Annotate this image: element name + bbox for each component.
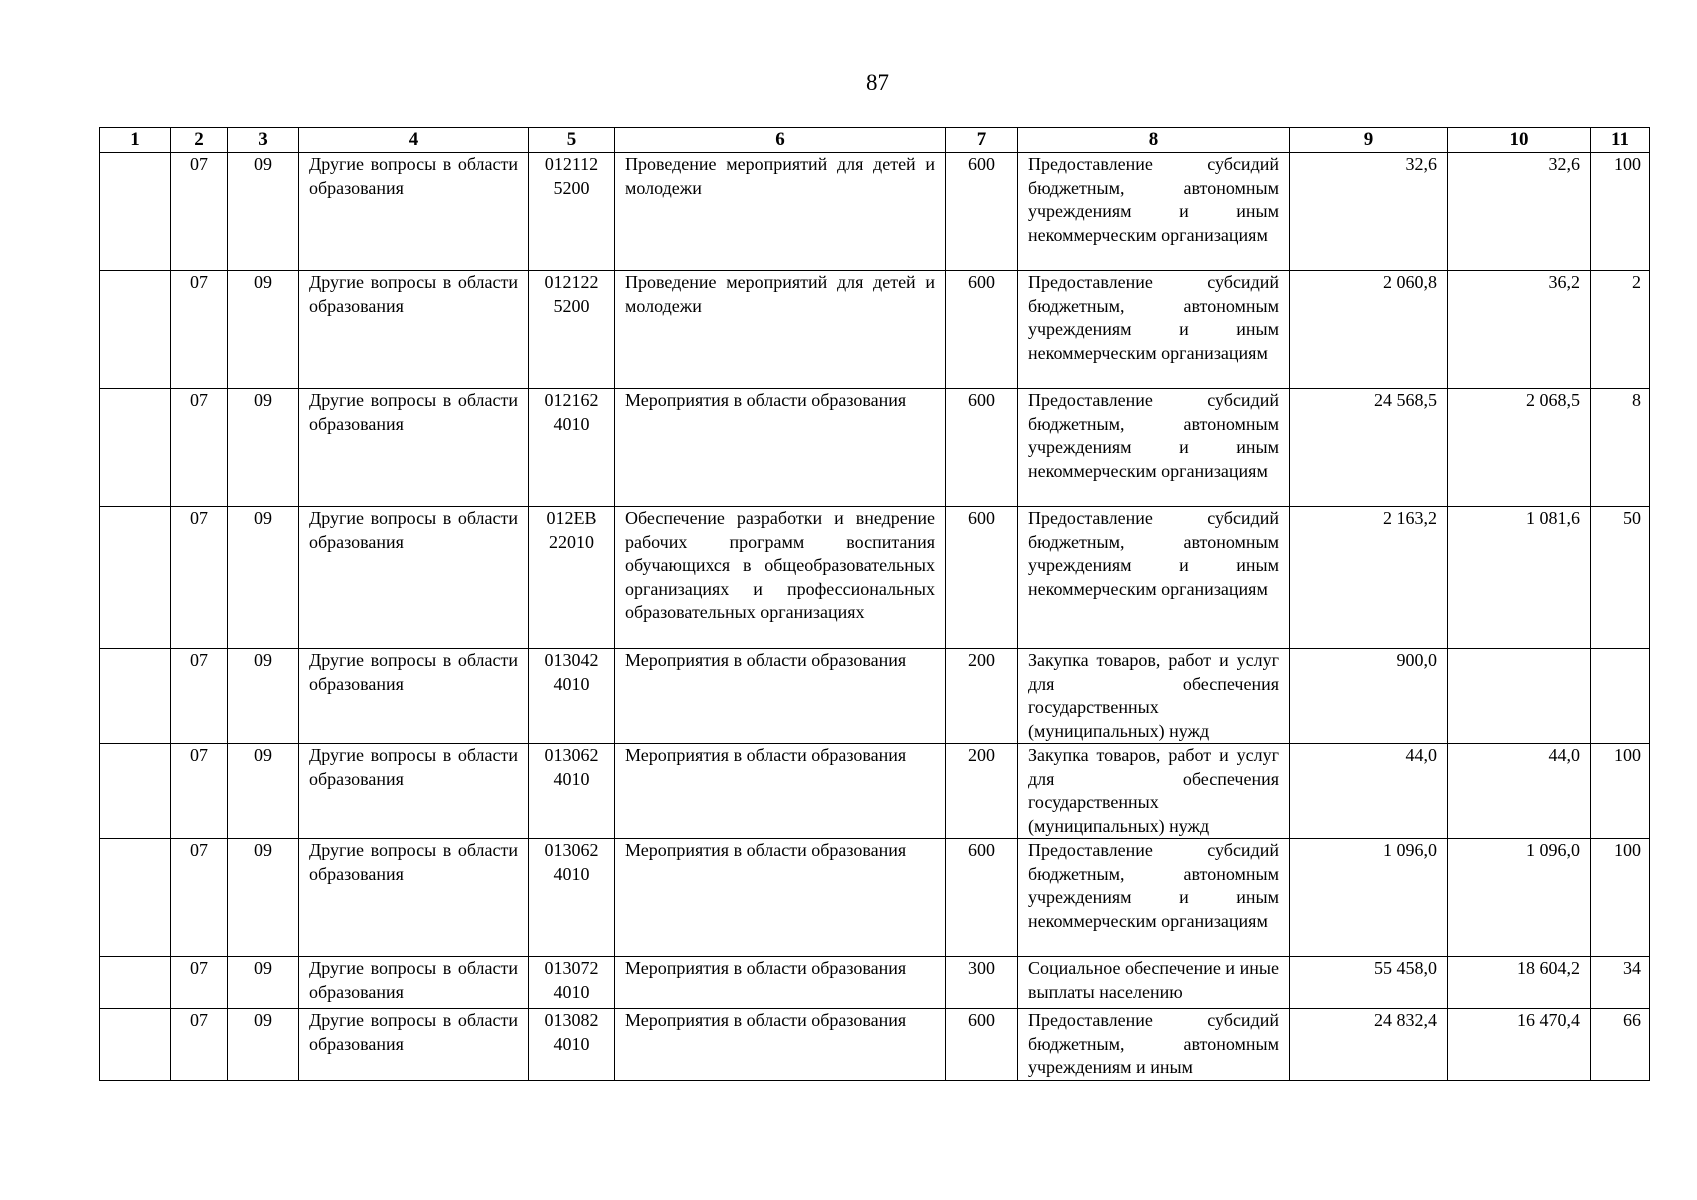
cell-actual: 2 068,5 [1448, 389, 1591, 507]
cell-actual: 1 096,0 [1448, 839, 1591, 957]
cell-plan: 24 568,5 [1290, 389, 1448, 507]
cell-percent: 34 [1591, 957, 1650, 1009]
cell-col1 [100, 389, 171, 507]
cell-target-code [529, 153, 615, 271]
budget-table [99, 127, 1650, 1081]
cell-subsection: 09 [228, 957, 299, 1009]
cell-target-name: Мероприятия в области образования [615, 389, 946, 507]
cell-section: 07 [171, 153, 228, 271]
table-row [100, 957, 1650, 1009]
code-part-1: 013082 [544, 1010, 599, 1030]
cell-percent [1591, 649, 1650, 744]
cell-expense-name: Предоставление субсидий бюджетным, автономным учреждениям и иным некоммерческим организациям [1018, 153, 1290, 271]
cell-percent: 100 [1591, 744, 1650, 839]
cell-col1 [100, 649, 171, 744]
header-cell: 3 [228, 128, 299, 153]
table-row [100, 153, 1650, 271]
header-row [100, 128, 1650, 153]
cell-section: 07 [171, 649, 228, 744]
cell-expense-type: 600 [946, 271, 1018, 389]
cell-plan: 24 832,4 [1290, 1009, 1448, 1081]
header-cell: 11 [1591, 128, 1650, 153]
cell-expense-type: 600 [946, 839, 1018, 957]
header-cell: 9 [1290, 128, 1448, 153]
cell-expense-name: Предоставление субсидий бюджетным, автономным учреждениям и иным некоммерческим организациям [1018, 839, 1290, 957]
cell-section: 07 [171, 1009, 228, 1081]
cell-target-code [529, 389, 615, 507]
cell-subsection: 09 [228, 507, 299, 649]
cell-expense-type: 200 [946, 744, 1018, 839]
cell-expense-name: Закупка товаров, работ и услуг для обеспечения государственных (муниципальных) нужд [1018, 649, 1290, 744]
cell-section: 07 [171, 389, 228, 507]
cell-target-code [529, 271, 615, 389]
cell-expense-name: Закупка товаров, работ и услуг для обеспечения государственных (муниципальных) нужд [1018, 744, 1290, 839]
cell-percent: 2 [1591, 271, 1650, 389]
cell-subsection-name: Другие вопросы в области образования [299, 1009, 529, 1081]
cell-actual [1448, 649, 1591, 744]
cell-expense-type: 300 [946, 957, 1018, 1009]
cell-target-code [529, 1009, 615, 1081]
cell-section: 07 [171, 744, 228, 839]
cell-target-name: Мероприятия в области образования [615, 649, 946, 744]
table-row [100, 744, 1650, 839]
cell-subsection: 09 [228, 271, 299, 389]
cell-expense-name: Предоставление субсидий бюджетным, автономным учреждениям и иным [1018, 1009, 1290, 1081]
cell-plan: 1 096,0 [1290, 839, 1448, 957]
cell-subsection: 09 [228, 649, 299, 744]
code-part-1: 013062 [544, 840, 599, 860]
cell-target-code [529, 957, 615, 1009]
cell-subsection: 09 [228, 153, 299, 271]
cell-subsection: 09 [228, 839, 299, 957]
cell-actual: 18 604,2 [1448, 957, 1591, 1009]
code-part-1: 013042 [544, 650, 599, 670]
cell-plan: 32,6 [1290, 153, 1448, 271]
cell-expense-name: Предоставление субсидий бюджетным, автономным учреждениям и иным некоммерческим организациям [1018, 271, 1290, 389]
cell-expense-type: 600 [946, 507, 1018, 649]
cell-target-name: Мероприятия в области образования [615, 839, 946, 957]
code-part-1: 013072 [544, 958, 599, 978]
cell-subsection-name: Другие вопросы в области образования [299, 744, 529, 839]
code-part-1: 013062 [544, 745, 599, 765]
table-row [100, 389, 1650, 507]
cell-expense-name: Предоставление субсидий бюджетным, автономным учреждениям и иным некоммерческим организациям [1018, 507, 1290, 649]
cell-plan: 2 060,8 [1290, 271, 1448, 389]
cell-subsection-name: Другие вопросы в области образования [299, 957, 529, 1009]
cell-plan: 44,0 [1290, 744, 1448, 839]
cell-actual: 16 470,4 [1448, 1009, 1591, 1081]
cell-subsection-name: Другие вопросы в области образования [299, 153, 529, 271]
cell-percent: 66 [1591, 1009, 1650, 1081]
code-part-2: 4010 [553, 1033, 590, 1054]
cell-target-name: Мероприятия в области образования [615, 744, 946, 839]
table-row [100, 271, 1650, 389]
cell-target-name: Мероприятия в области образования [615, 957, 946, 1009]
header-cell: 4 [299, 128, 529, 153]
cell-target-name: Проведение мероприятий для детей и молодежи [615, 153, 946, 271]
header-cell: 6 [615, 128, 946, 153]
cell-col1 [100, 153, 171, 271]
cell-target-name: Мероприятия в области образования [615, 1009, 946, 1081]
cell-target-code [529, 507, 615, 649]
code-part-2: 4010 [553, 673, 590, 694]
code-part-2: 5200 [553, 177, 590, 198]
cell-expense-name: Предоставление субсидий бюджетным, автономным учреждениям и иным некоммерческим организациям [1018, 389, 1290, 507]
cell-target-code [529, 649, 615, 744]
header-cell: 5 [529, 128, 615, 153]
cell-col1 [100, 957, 171, 1009]
cell-col1 [100, 271, 171, 389]
cell-subsection-name: Другие вопросы в области образования [299, 839, 529, 957]
cell-actual: 1 081,6 [1448, 507, 1591, 649]
cell-percent: 8 [1591, 389, 1650, 507]
cell-plan: 2 163,2 [1290, 507, 1448, 649]
cell-col1 [100, 744, 171, 839]
table-row [100, 1009, 1650, 1081]
code-part-2: 4010 [553, 981, 590, 1002]
cell-section: 07 [171, 957, 228, 1009]
table-row [100, 839, 1650, 957]
cell-subsection-name: Другие вопросы в области образования [299, 271, 529, 389]
code-part-1: 012122 [544, 272, 599, 292]
code-part-1: 012162 [544, 390, 599, 410]
cell-percent: 100 [1591, 153, 1650, 271]
code-part-2: 4010 [553, 768, 590, 789]
cell-expense-type: 600 [946, 153, 1018, 271]
cell-subsection: 09 [228, 744, 299, 839]
code-part-2: 4010 [553, 413, 590, 434]
cell-section: 07 [171, 271, 228, 389]
header-cell: 8 [1018, 128, 1290, 153]
code-part-2: 4010 [553, 863, 590, 884]
cell-actual: 36,2 [1448, 271, 1591, 389]
cell-expense-type: 600 [946, 389, 1018, 507]
cell-section: 07 [171, 839, 228, 957]
cell-col1 [100, 1009, 171, 1081]
cell-actual: 44,0 [1448, 744, 1591, 839]
header-cell: 10 [1448, 128, 1591, 153]
cell-subsection: 09 [228, 389, 299, 507]
cell-col1 [100, 507, 171, 649]
cell-target-code [529, 839, 615, 957]
cell-subsection: 09 [228, 1009, 299, 1081]
cell-plan: 55 458,0 [1290, 957, 1448, 1009]
header-cell: 7 [946, 128, 1018, 153]
cell-plan: 900,0 [1290, 649, 1448, 744]
cell-actual: 32,6 [1448, 153, 1591, 271]
table-row [100, 649, 1650, 744]
cell-subsection-name: Другие вопросы в области образования [299, 507, 529, 649]
cell-subsection-name: Другие вопросы в области образования [299, 389, 529, 507]
cell-expense-name: Социальное обеспечение и иные выплаты населению [1018, 957, 1290, 1009]
cell-expense-type: 600 [946, 1009, 1018, 1081]
cell-col1 [100, 839, 171, 957]
cell-percent: 100 [1591, 839, 1650, 957]
code-part-2: 22010 [549, 531, 594, 552]
cell-percent: 50 [1591, 507, 1650, 649]
cell-target-name: Обеспечение разработки и внедрение рабочих программ воспитания обучающихся в общеобразовательных организациях и профессиональных образовательных организациях [615, 507, 946, 649]
code-part-2: 5200 [553, 295, 590, 316]
code-part-1: 012112 [544, 154, 599, 174]
table-row [100, 507, 1650, 649]
cell-target-name: Проведение мероприятий для детей и молодежи [615, 271, 946, 389]
page-number: 87 [866, 70, 889, 95]
cell-section: 07 [171, 507, 228, 649]
cell-target-code [529, 744, 615, 839]
header-cell: 2 [171, 128, 228, 153]
cell-subsection-name: Другие вопросы в области образования [299, 649, 529, 744]
cell-expense-type: 200 [946, 649, 1018, 744]
code-part-1: 012EB [546, 508, 597, 528]
header-cell: 1 [100, 128, 171, 153]
